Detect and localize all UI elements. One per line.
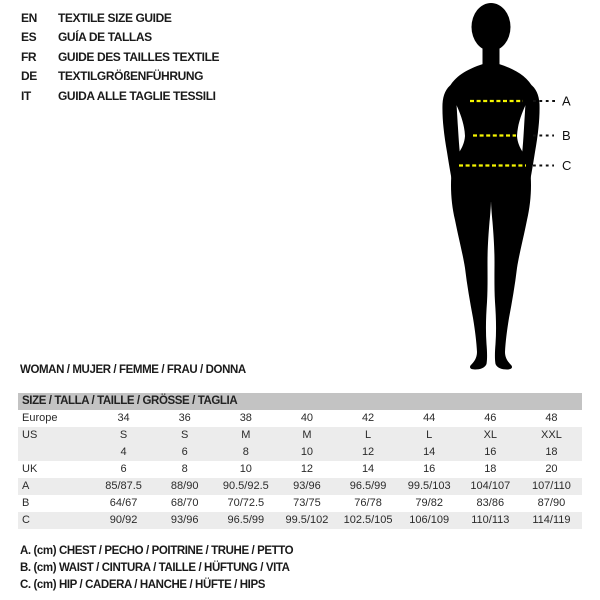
table-cell: S (181, 429, 189, 441)
table-cell: 20 (545, 463, 558, 475)
table-cell: 14 (423, 446, 436, 458)
table-cell: 107/110 (531, 480, 571, 492)
table-cell: 90/92 (109, 514, 138, 526)
table-row (18, 427, 582, 444)
table-cell: 68/70 (170, 497, 199, 509)
table-row (18, 444, 582, 461)
table-cell: 70/72.5 (227, 497, 265, 509)
row-label (18, 444, 93, 461)
lang-label: GUIDA ALLE TAGLIE TESSILI (58, 88, 216, 103)
table-cell: 6 (120, 463, 127, 475)
table-cell: 90.5/92.5 (222, 480, 269, 492)
table-cell: XL (483, 429, 498, 441)
size-table-body (18, 410, 582, 529)
row-label: UK (22, 463, 38, 475)
lang-code: ES (21, 30, 37, 45)
table-cell: L (426, 429, 433, 441)
table-title: WOMAN / MUJER / FEMME / FRAU / DONNA (20, 364, 246, 376)
table-cell: 99.5/102 (285, 514, 329, 526)
size-table-header: SIZE / TALLA / TAILLE / GRÖSSE / TAGLIA (18, 393, 582, 410)
table-cell: S (119, 429, 128, 441)
table-cell: 16 (484, 446, 497, 458)
table-cell: 6 (181, 446, 188, 458)
table-cell: M (302, 429, 312, 441)
table-cell: 85/87.5 (105, 480, 142, 492)
table-cell: 8 (242, 446, 249, 458)
size-table (18, 393, 582, 529)
table-cell: 73/75 (293, 497, 321, 509)
table-cell: 99.5/103 (407, 480, 451, 492)
row-label: B (22, 497, 30, 509)
row-label: Europe (22, 412, 58, 424)
table-cell: 93/96 (170, 514, 199, 526)
lang-label: TEXTILGRÖßENFÜHRUNG (58, 69, 204, 84)
table-cell: 93/96 (293, 480, 321, 492)
table-row (18, 410, 582, 427)
lang-row-it (21, 86, 219, 106)
language-title-list (21, 8, 219, 106)
measure-label-b: B (562, 128, 571, 143)
table-cell: XXL (541, 429, 562, 441)
legend-hip: C. (cm) HIP / CADERA / HANCHE / HÜFTE / HIPS (20, 579, 266, 591)
row-label: US (22, 429, 38, 441)
lang-code: DE (21, 69, 37, 84)
woman-silhouette-figure (425, 0, 600, 380)
lang-code: IT (21, 88, 31, 103)
table-cell: 96.5/99 (349, 480, 387, 492)
measure-legend (20, 543, 293, 594)
table-cell: 83/86 (476, 497, 505, 509)
table-cell: 10 (300, 446, 314, 458)
lang-row-de (21, 67, 219, 87)
table-cell: 114/119 (532, 514, 571, 526)
table-row (18, 512, 582, 529)
table-cell: 18 (484, 463, 497, 475)
row-label: A (22, 480, 30, 492)
lang-code: EN (21, 10, 37, 25)
table-cell: 44 (423, 412, 436, 424)
table-cell: 87/90 (537, 497, 566, 509)
row-label: C (22, 514, 30, 526)
table-cell: 106/109 (409, 514, 450, 526)
measure-label-a: A (562, 93, 571, 109)
table-cell: 4 (120, 446, 127, 458)
silhouette-svg (425, 0, 600, 380)
table-cell: 12 (300, 463, 314, 475)
table-cell: 64/67 (109, 497, 138, 509)
table-cell: 16 (423, 463, 436, 475)
table-row (18, 495, 582, 512)
table-cell: 42 (361, 412, 375, 424)
table-cell: 18 (545, 446, 558, 458)
lang-row-es (21, 28, 219, 48)
table-cell: 14 (361, 463, 375, 475)
table-cell: 104/107 (470, 480, 511, 492)
table-row (18, 478, 582, 495)
table-cell: 10 (239, 463, 252, 475)
legend-waist: B. (cm) WAIST / CINTURA / TAILLE / HÜFTUNG / VITA (20, 562, 290, 574)
table-cell: 76/78 (354, 497, 382, 509)
table-cell: 96.5/99 (227, 514, 265, 526)
lang-row-fr (21, 47, 219, 67)
lang-code: FR (21, 49, 37, 64)
table-cell: 38 (239, 412, 252, 424)
lang-label: GUIDE DES TAILLES TEXTILE (58, 49, 220, 64)
table-cell: 110/113 (471, 514, 510, 526)
table-cell: 8 (181, 463, 188, 475)
table-cell: 40 (300, 412, 314, 424)
table-cell: 36 (178, 412, 191, 424)
table-row (18, 461, 582, 478)
lang-label: TEXTILE SIZE GUIDE (58, 10, 172, 25)
lang-row-en (21, 8, 219, 28)
table-cell: 88/90 (170, 480, 199, 492)
measure-label-c: C (562, 158, 572, 173)
legend-chest: A. (cm) CHEST / PECHO / POITRINE / TRUHE / PETTO (20, 545, 294, 557)
table-cell: 12 (361, 446, 375, 458)
lang-label: GUÍA DE TALLAS (58, 30, 152, 45)
table-cell: L (365, 429, 372, 441)
table-cell: 34 (117, 412, 130, 424)
table-cell: 102.5/105 (343, 514, 393, 526)
table-cell: 48 (545, 412, 558, 424)
table-cell: 79/82 (415, 497, 443, 509)
table-cell: M (241, 429, 251, 441)
table-cell: 46 (484, 412, 497, 424)
